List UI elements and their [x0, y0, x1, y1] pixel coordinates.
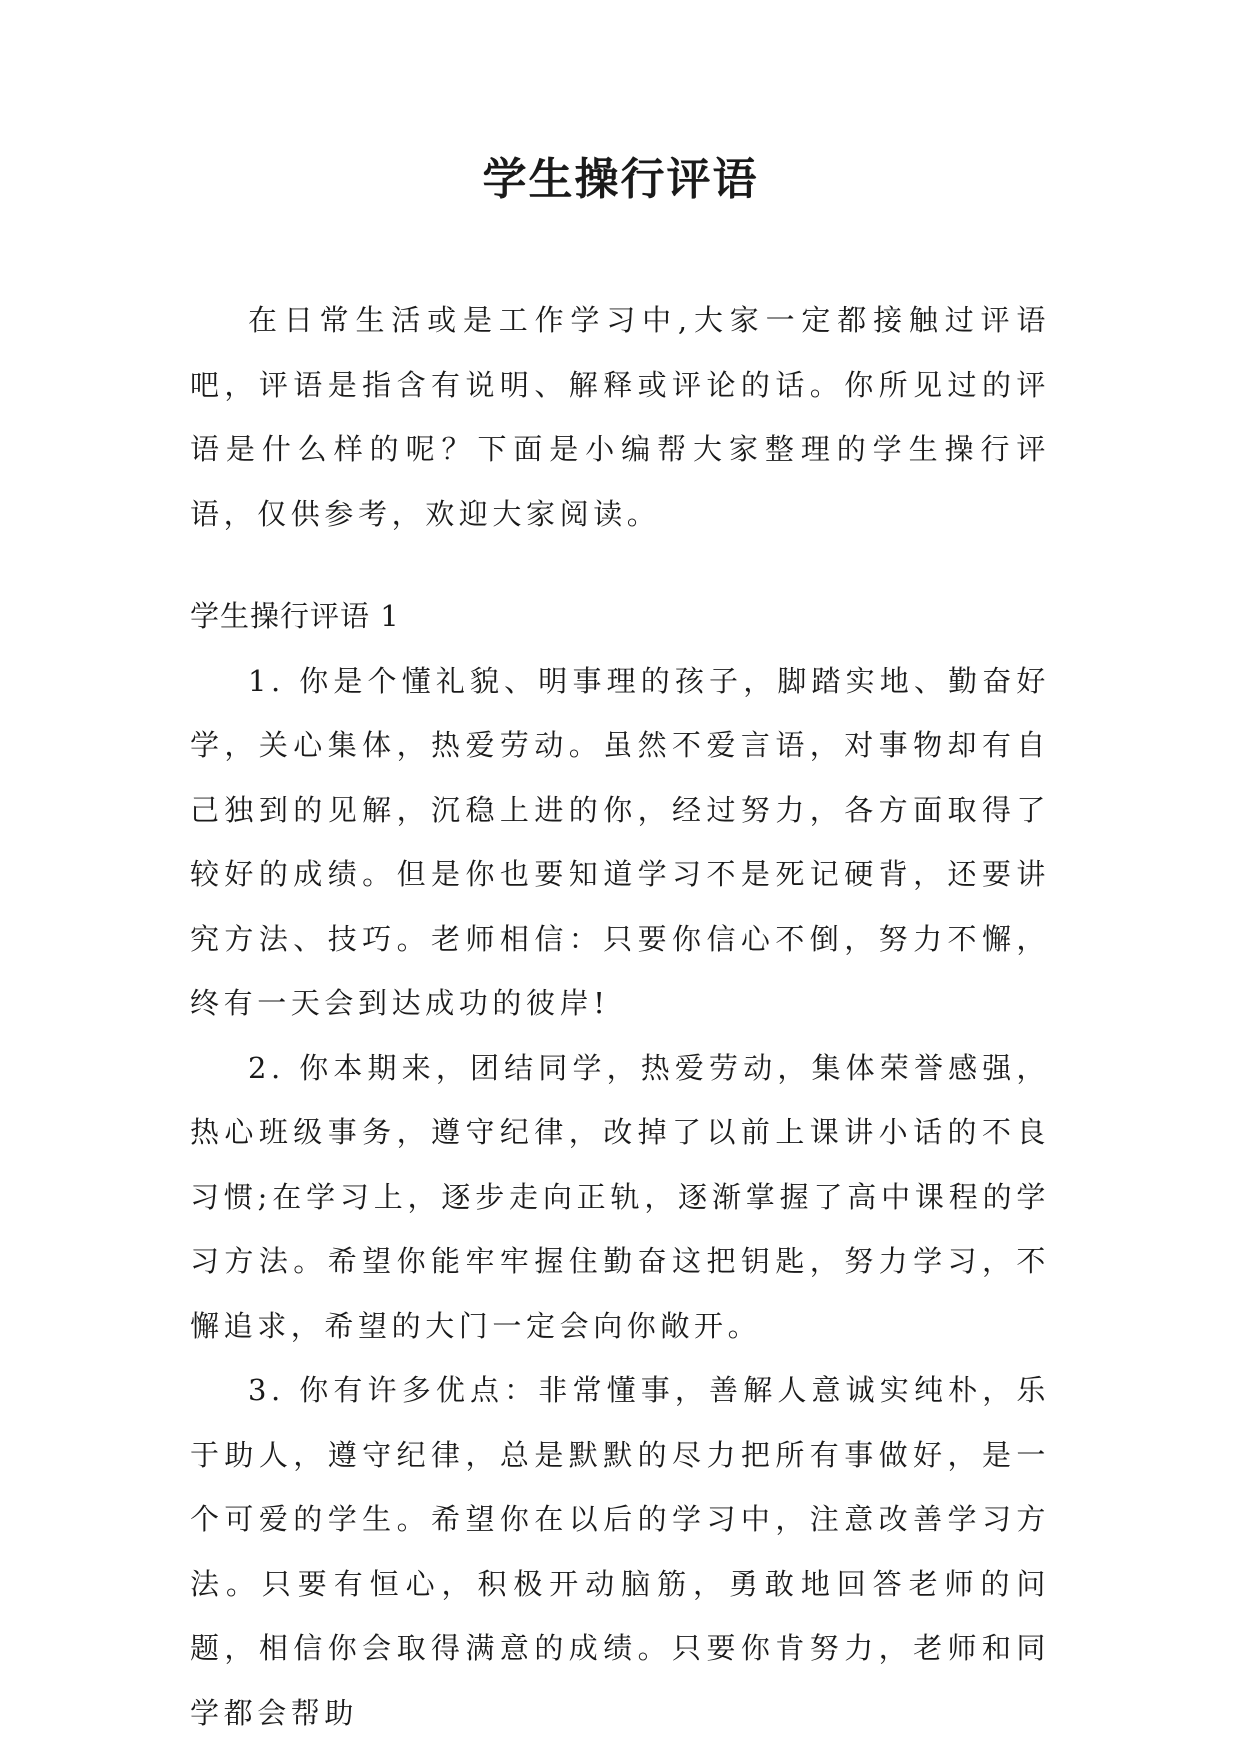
document-title: 学生操行评语 — [482, 154, 759, 205]
intro-paragraph: 在日常生活或是工作学习中,大家一定都接触过评语吧，评语是指含有说明、解释或评论的话。你所见过的评语是什么样的呢？下面是小编帮大家整理的学生操行评语，仅供参考，欢迎大家阅读。 — [190, 303, 1050, 531]
comment-item-1: 1. 你是个懂礼貌、明事理的孩子，脚踏实地、勤奋好学，关心集体，热爱劳动。虽然不爱言语，对事物却有自己独到的见解，沉稳上进的你，经过努力，各方面取得了较好的成绩。但是你也要知道学习不是死记硬背，还要讲究方法、技巧。老师相信：只要你信心不倒，努力不懈，终有一天会到达成功的彼岸! — [190, 663, 1050, 1020]
comment-item-2: 2. 你本期来，团结同学，热爱劳动，集体荣誉感强，热心班级事务，遵守纪律，改掉了以前上课讲小话的不良习惯;在学习上，逐步走向正轨，逐渐掌握了高中课程的学习方法。希望你能牢牢握住勤奋这把钥匙，努力学习，不懈追求，希望的大门一定会向你敞开。 — [190, 1050, 1050, 1343]
comment-item-3: 3. 你有许多优点：非常懂事，善解人意诚实纯朴，乐于助人，遵守纪律，总是默默的尽力把所有事做好，是一个可爱的学生。希望你在以后的学习中，注意改善学习方法。只要有恒心，积极开动脑筋，勇敢地回答老师的问题，相信你会取得满意的成绩。只要你肯努力，老师和同学都会帮助 — [190, 1373, 1050, 1730]
document-body — [190, 288, 1050, 1745]
section-heading: 学生操行评语 1 — [190, 599, 400, 633]
